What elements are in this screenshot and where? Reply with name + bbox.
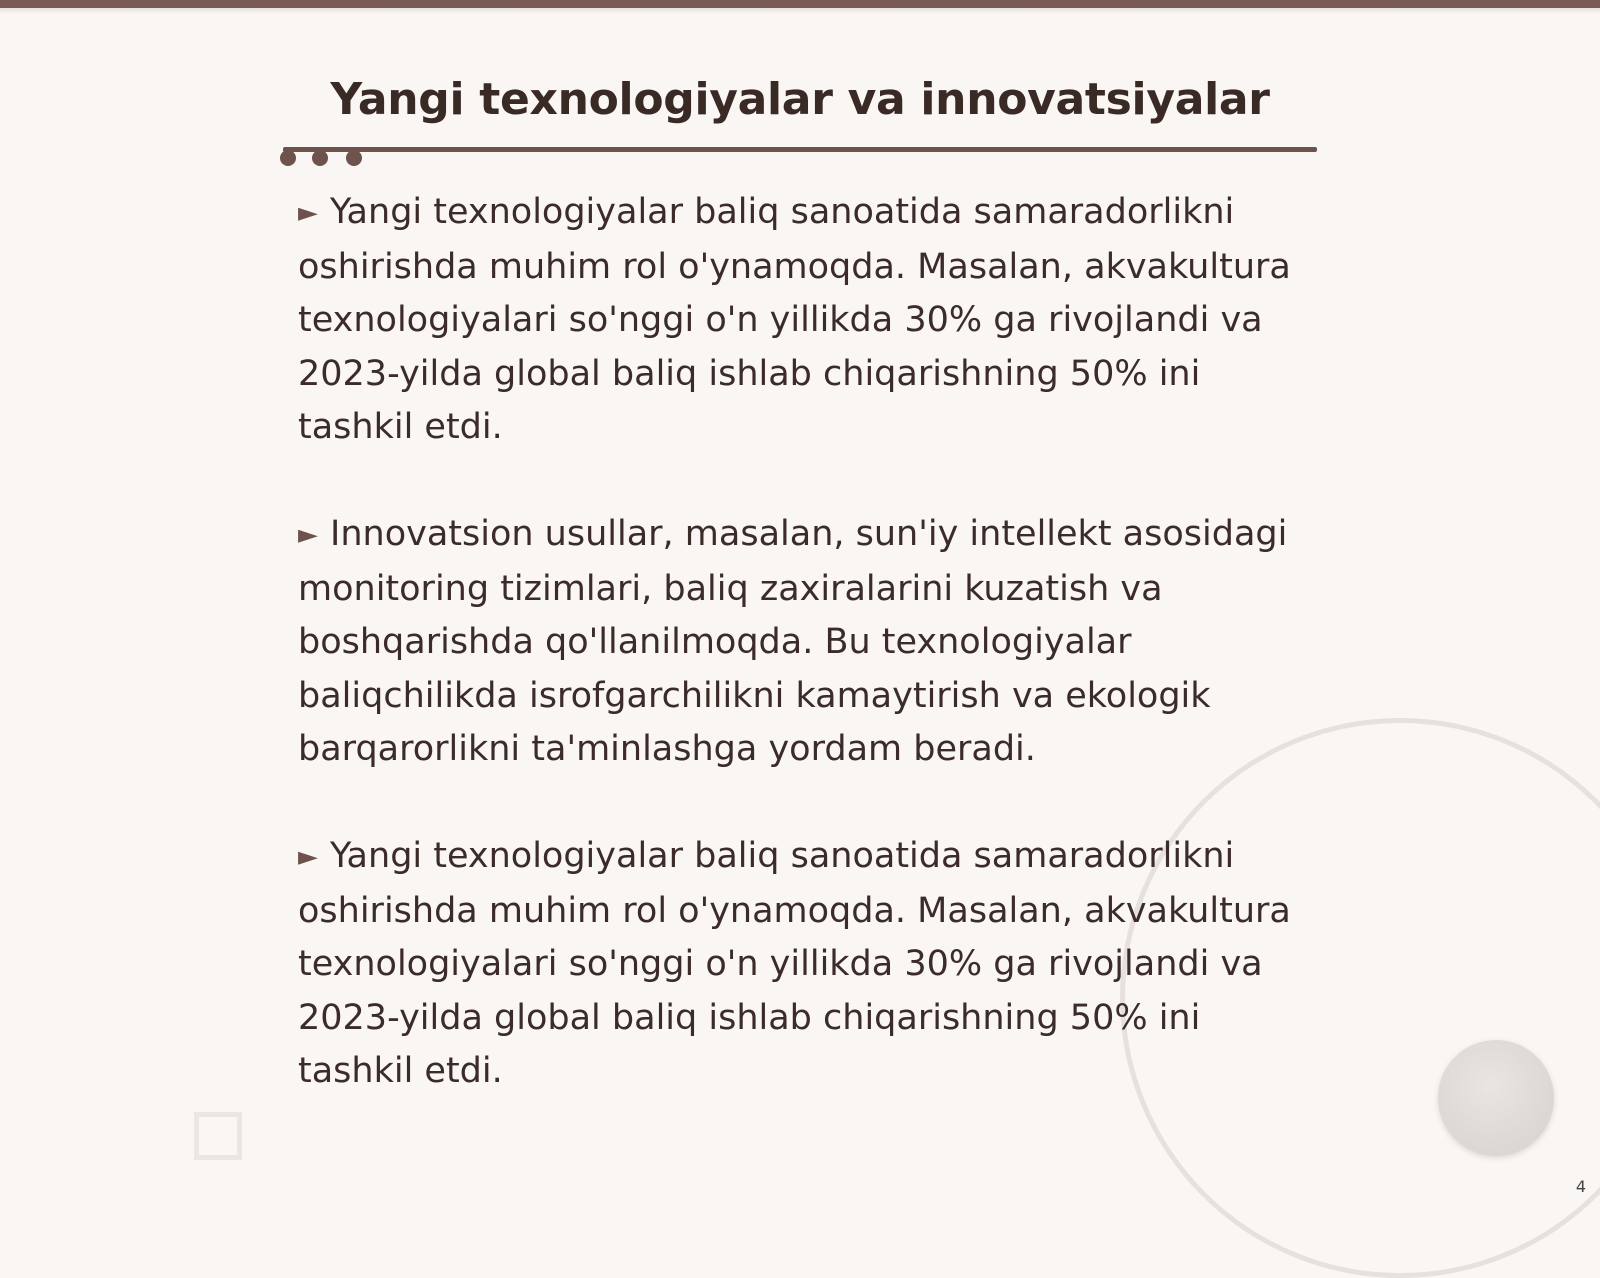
bullet-paragraph <box>298 186 1298 455</box>
bullet-arrow-icon: ► <box>298 198 318 228</box>
title-underline <box>283 147 1317 152</box>
bullet-text: Innovatsion usullar, masalan, sun'iy intellekt asosidagi monitoring tizimlari, baliq zaxiralarini kuzatish va boshqarishda qo'llanilmoqda. Bu texnologiyalar baliqchilikda isrofgarchilikni kamaytirish va ekologik barqarorlikni ta'minlashga yordam beradi. <box>298 514 1288 769</box>
decorative-square-outline <box>194 1112 242 1160</box>
bullet-arrow-icon: ► <box>298 520 318 550</box>
bullet-paragraph <box>298 508 1298 777</box>
bullet-arrow-icon: ► <box>298 842 318 872</box>
slide-title: Yangi texnologiyalar va innovatsiyalar <box>330 74 1270 125</box>
bullet-text: Yangi texnologiyalar baliq sanoatida samaradorlikni oshirishda muhim rol o'ynamoqda. Masalan, akvakultura texnologiyalari so'nggi o'n yillikda 30% ga rivojlandi va 2023-yilda global baliq ishlab chiqarishning 50% ini tashkil etdi. <box>298 836 1291 1091</box>
bullet-text: Yangi texnologiyalar baliq sanoatida samaradorlikni oshirishda muhim rol o'ynamoqda. Masalan, akvakultura texnologiyalari so'nggi o'n yillikda 30% ga rivojlandi va 2023-yilda global baliq ishlab chiqarishning 50% ini tashkil etdi. <box>298 192 1291 447</box>
top-accent-bar <box>0 0 1600 8</box>
decorative-circle-filled <box>1438 1040 1554 1156</box>
decorative-dot <box>280 150 296 166</box>
top-bar-shadow <box>0 8 1600 14</box>
slide-body <box>298 186 1298 1152</box>
page-number: 4 <box>1575 1177 1586 1196</box>
decorative-dot <box>312 150 328 166</box>
decorative-dot <box>346 150 362 166</box>
bullet-paragraph <box>298 830 1298 1099</box>
